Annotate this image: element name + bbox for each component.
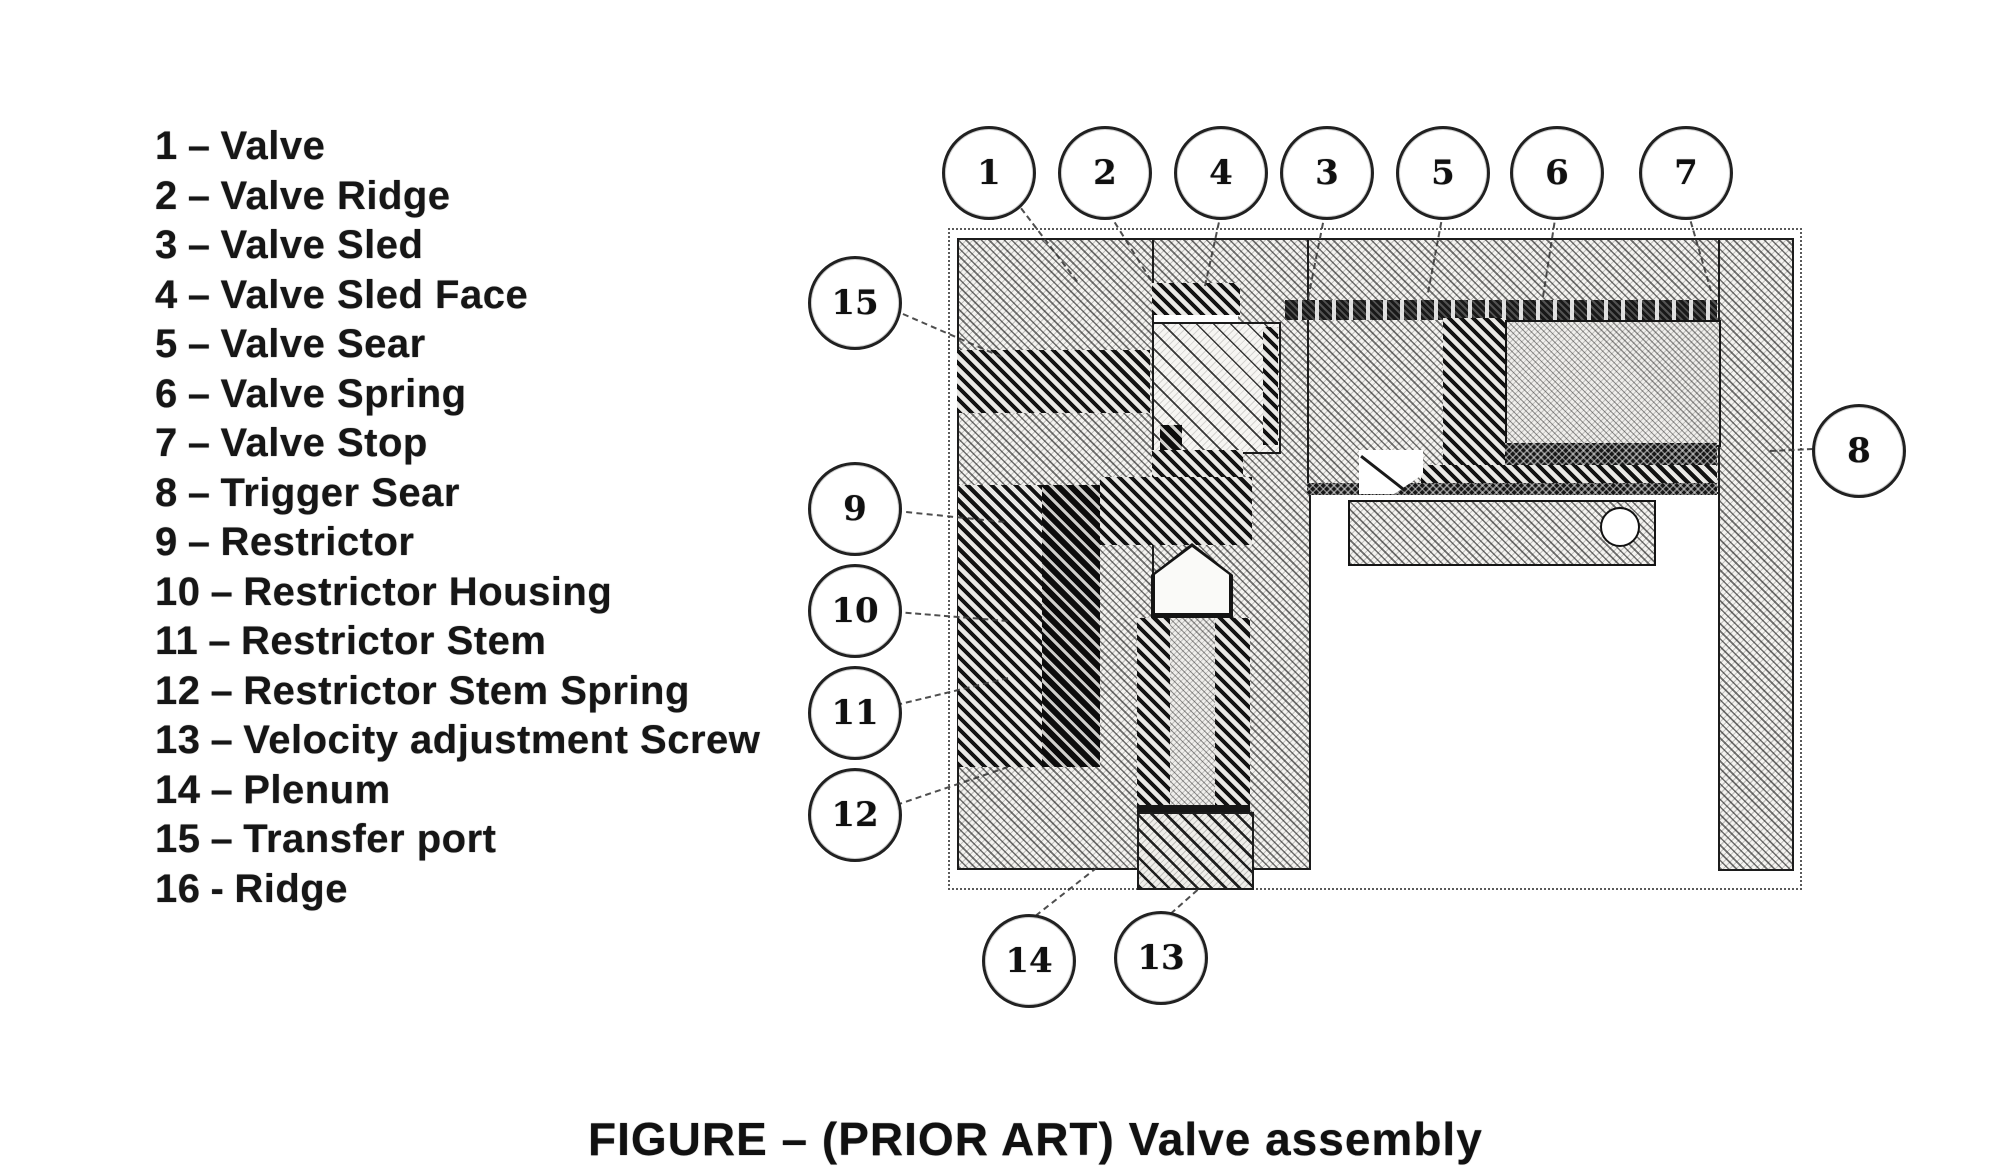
legend-label: Valve Spring	[220, 371, 467, 416]
legend-item-15	[155, 815, 760, 865]
valve-lower-stripe-band	[1421, 465, 1717, 483]
legend-item-11	[155, 617, 760, 667]
callout-circle-13: 13	[1114, 911, 1208, 1005]
legend-item-14	[155, 766, 760, 816]
callout-circle-1: 1	[942, 126, 1036, 220]
legend-dash: –	[187, 272, 211, 317]
legend-dash: –	[187, 322, 211, 366]
legend-number: 13	[155, 718, 201, 762]
legend-item-4	[155, 271, 760, 321]
legend-label: Valve Sear	[220, 322, 426, 366]
legend-dash: –	[187, 421, 211, 465]
legend-item-13	[155, 716, 760, 766]
parts-legend	[155, 122, 760, 914]
legend-label: Transfer port	[243, 817, 497, 861]
legend-number: 7	[155, 421, 178, 465]
legend-label: Valve Sled	[220, 223, 424, 267]
legend-dash: –	[210, 668, 234, 713]
legend-label: Restrictor Housing	[243, 569, 613, 614]
callout-circle-2: 2	[1058, 126, 1152, 220]
legend-item-8	[155, 469, 760, 519]
sled-nub	[1160, 425, 1182, 450]
callout-circle-6: 6	[1510, 126, 1604, 220]
legend-label: Valve Stop	[220, 421, 428, 465]
legend-item-9	[155, 518, 760, 568]
restrictor-stem-shaft	[1170, 618, 1215, 808]
callout-circle-5: 5	[1396, 126, 1490, 220]
sled-gap	[1154, 315, 1238, 322]
legend-number: 3	[155, 223, 178, 267]
callout-circle-12: 12	[808, 768, 902, 862]
legend-dash: -	[210, 866, 225, 911]
legend-number: 9	[155, 520, 178, 564]
legend-label: Restrictor Stem	[241, 619, 547, 663]
legend-item-2	[155, 172, 760, 222]
legend-number: 15	[155, 817, 201, 861]
stem-top-block	[1100, 477, 1252, 545]
callout-circle-11: 11	[808, 666, 902, 760]
legend-number: 16	[155, 866, 201, 911]
legend-label: Velocity adjustment Screw	[243, 718, 761, 762]
callout-circle-14: 14	[982, 914, 1076, 1008]
stem-spring-right	[1215, 618, 1250, 808]
valve-spring-dark-bar	[1443, 318, 1505, 483]
legend-dash: –	[187, 173, 211, 218]
legend-number: 8	[155, 470, 178, 515]
legend-dash: –	[187, 124, 211, 168]
legend-label: Valve Sled Face	[220, 272, 529, 317]
callout-circle-3: 3	[1280, 126, 1374, 220]
legend-number: 5	[155, 322, 178, 366]
legend-item-10	[155, 568, 760, 618]
legend-label: Plenum	[243, 767, 391, 812]
legend-number: 14	[155, 767, 201, 812]
legend-item-3	[155, 221, 760, 271]
valve-stop-thread-band	[1285, 300, 1717, 320]
legend-item-16	[155, 865, 760, 915]
legend-item-5	[155, 320, 760, 370]
legend-label: Trigger Sear	[220, 470, 460, 515]
valve-sled-face-bar	[1152, 283, 1240, 315]
sled-right-strip	[1263, 327, 1278, 445]
legend-label: Restrictor Stem Spring	[243, 668, 690, 713]
legend-label: Restrictor	[220, 520, 415, 564]
legend-dash: –	[187, 470, 211, 515]
legend-label: Ridge	[234, 866, 348, 911]
legend-number: 12	[155, 668, 201, 713]
valve-spring-chamber	[1505, 320, 1721, 447]
legend-item-1	[155, 122, 760, 172]
legend-label: Valve Ridge	[220, 173, 451, 218]
legend-number: 10	[155, 569, 201, 614]
legend-dash: –	[210, 718, 234, 762]
callout-circle-9: 9	[808, 462, 902, 556]
legend-label: Valve	[220, 124, 326, 168]
legend-dash: –	[187, 520, 211, 564]
legend-number: 6	[155, 371, 178, 416]
callout-leader-13	[1170, 889, 1198, 914]
legend-number: 1	[155, 124, 178, 168]
legend-dash: –	[210, 569, 234, 614]
legend-dash: –	[210, 767, 234, 812]
restrictor-core	[1042, 485, 1100, 767]
legend-number: 4	[155, 272, 178, 317]
legend-dash: –	[187, 371, 211, 416]
legend-item-7	[155, 419, 760, 469]
sled-bottom-bar	[1152, 450, 1243, 480]
callout-circle-8: 8	[1812, 404, 1906, 498]
body-right-band	[1718, 238, 1794, 871]
callout-circle-10: 10	[808, 564, 902, 658]
velocity-screw-block	[1137, 812, 1254, 890]
callout-circle-4: 4	[1174, 126, 1268, 220]
figure-caption: FIGURE – (PRIOR ART) Valve assembly	[588, 1113, 1483, 1165]
transfer-port-band	[957, 350, 1150, 413]
stem-spring-left	[1137, 618, 1170, 808]
legend-number: 2	[155, 173, 178, 218]
valve-spring-cross-band	[1505, 443, 1717, 465]
legend-dash: –	[208, 619, 232, 663]
legend-dash: –	[187, 223, 211, 267]
callout-circle-7: 7	[1639, 126, 1733, 220]
legend-number: 11	[155, 619, 199, 663]
legend-dash: –	[210, 817, 234, 861]
legend-item-6	[155, 370, 760, 420]
legend-item-12	[155, 667, 760, 717]
plenum-hole	[1600, 507, 1640, 547]
callout-circle-15: 15	[808, 256, 902, 350]
